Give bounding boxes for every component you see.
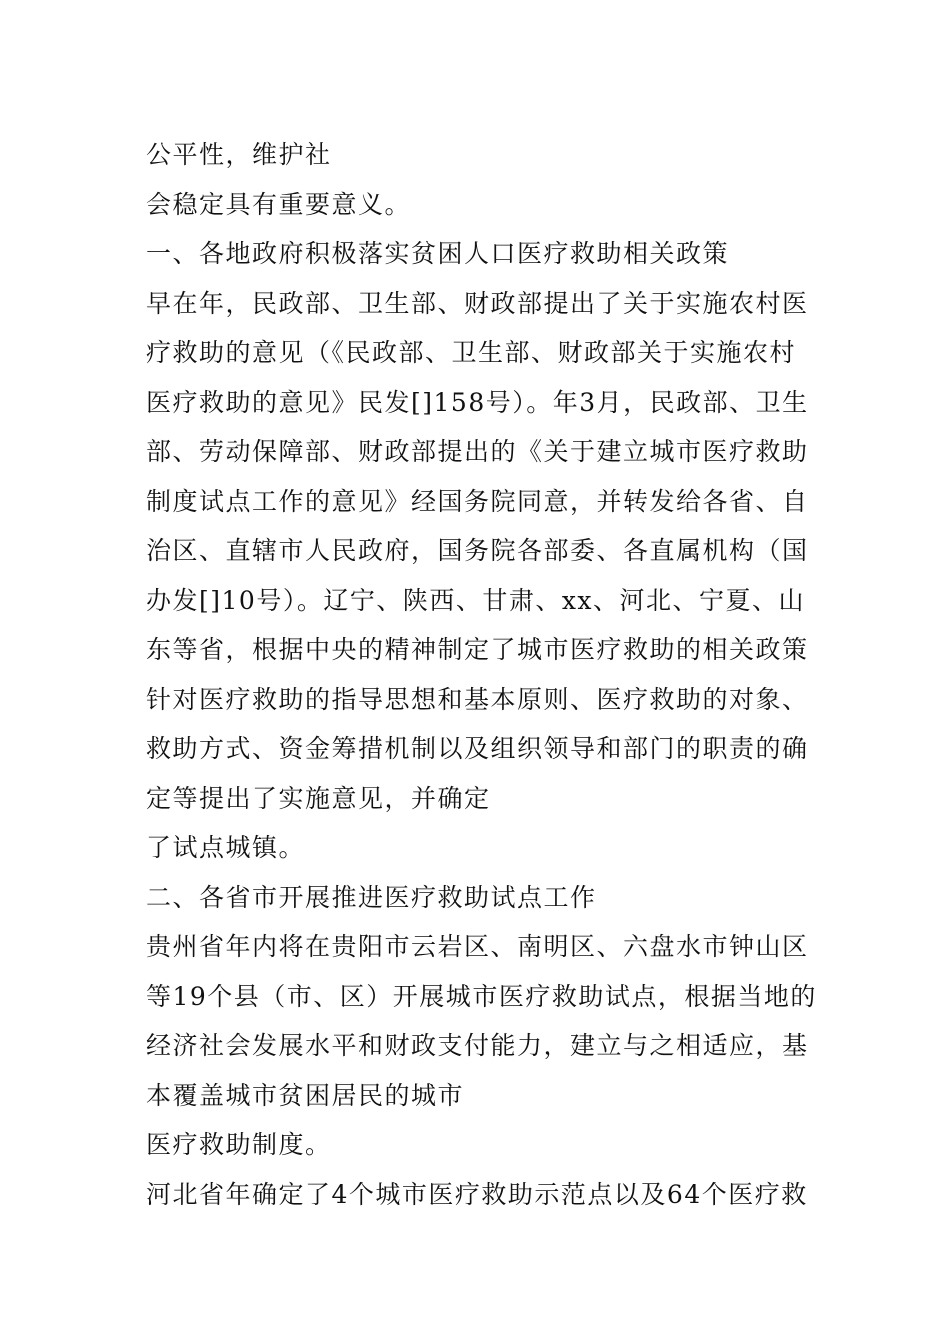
- text-line: 部、劳动保障部、财政部提出的《关于建立城市医疗救助: [146, 437, 809, 466]
- text-line: 了试点城镇。: [146, 833, 306, 862]
- section-heading: 一、各地政府积极落实贫困人口医疗救助相关政策: [146, 239, 730, 268]
- text-line: 东等省，根据中央的精神制定了城市医疗救助的相关政策: [146, 635, 809, 664]
- text-line: 早在年，民政部、卫生部、财政部提出了关于实施农村医: [146, 288, 809, 318]
- text-line: 办发[]10号）。辽宁、陕西、甘肃、xx、河北、宁夏、山: [146, 585, 806, 615]
- text-line: 会稳定具有重要意义。: [146, 189, 412, 219]
- text-line: 经济社会发展水平和财政支付能力，建立与之相适应，基: [146, 1031, 809, 1060]
- text-line: 定等提出了实施意见，并确定: [146, 783, 491, 813]
- text-line: 医疗救助制度。: [146, 1130, 332, 1159]
- text-line: 本覆盖城市贫困居民的城市: [146, 1080, 465, 1110]
- text-line: 等19个县（市、区）开展城市医疗救助试点，根据当地的: [146, 981, 817, 1011]
- text-line: 疗救助的意见（《民政部、卫生部、财政部关于实施农村: [146, 338, 797, 367]
- text-line: 医疗救助的意见》民发[]158号）。年3月，民政部、卫生: [146, 387, 809, 417]
- document-body: [146, 130, 816, 1219]
- section-heading: 二、各省市开展推进医疗救助试点工作: [146, 882, 597, 912]
- text-line: 河北省年确定了4个城市医疗救助示范点以及64个医疗救: [146, 1179, 808, 1209]
- text-line: 公平性，维护社: [146, 140, 332, 169]
- text-line: 针对医疗救助的指导思想和基本原则、医疗救助的对象、: [146, 684, 809, 714]
- text-line: 救助方式、资金筹措机制以及组织领导和部门的职责的确: [146, 734, 809, 763]
- text-line: 制度试点工作的意见》经国务院同意，并转发给各省、自: [146, 486, 809, 516]
- text-line: 治区、直辖市人民政府，国务院各部委、各直属机构（国: [146, 536, 809, 565]
- text-line: 贵州省年内将在贵阳市云岩区、南明区、六盘水市钟山区: [146, 932, 809, 961]
